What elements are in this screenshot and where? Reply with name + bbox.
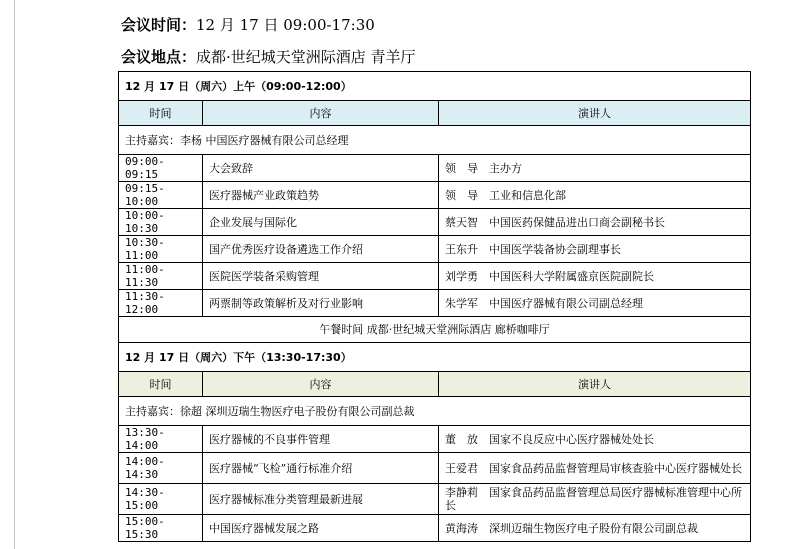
meeting-place-label: 会议地点： (121, 48, 197, 66)
morning-section-row (119, 72, 751, 101)
table-row (119, 453, 751, 484)
session-speaker: 董 放 国家不良反应中心医疗器械处处长 (439, 426, 751, 453)
header-content: 内容 (203, 101, 439, 126)
table-row (119, 155, 751, 182)
session-content: 国产优秀医疗设备遴选工作介绍 (203, 236, 439, 263)
session-time: 14:30-15:00 (119, 484, 203, 515)
session-content: 医疗器械“飞检”通行标准介绍 (203, 453, 439, 484)
meeting-time-label: 会议时间： (121, 16, 197, 34)
session-speaker: 领 导 工业和信息化部 (439, 182, 751, 209)
session-speaker: 领 导 主办方 (439, 155, 751, 182)
afternoon-section-title: 12 月 17 日（周六）下午（13:30-17:30） (119, 343, 751, 372)
table-row (119, 426, 751, 453)
meeting-time (121, 14, 375, 35)
session-content: 医疗器械的不良事件管理 (203, 426, 439, 453)
session-content: 医疗器械标准分类管理最新进展 (203, 484, 439, 515)
session-time: 15:00-15:30 (119, 515, 203, 542)
session-time: 14:00-14:30 (119, 453, 203, 484)
session-time: 11:00-11:30 (119, 263, 203, 290)
session-time: 10:00-10:30 (119, 209, 203, 236)
session-time: 11:30-12:00 (119, 290, 203, 317)
afternoon-section-row (119, 343, 751, 372)
header-time: 时间 (119, 372, 203, 397)
table-row (119, 236, 751, 263)
morning-section-title: 12 月 17 日（周六）上午（09:00-12:00） (119, 72, 751, 101)
afternoon-host-row (119, 397, 751, 426)
session-content: 大会致辞 (203, 155, 439, 182)
table-row (119, 263, 751, 290)
session-content: 两票制等政策解析及对行业影响 (203, 290, 439, 317)
table-row (119, 209, 751, 236)
table-row (119, 515, 751, 542)
table-row (119, 182, 751, 209)
meeting-place-value: 成都·世纪城天堂洲际酒店 青羊厅 (196, 48, 416, 66)
afternoon-host: 主持嘉宾：徐超 深圳迈瑞生物医疗电子股份有限公司副总裁 (119, 397, 751, 426)
header-speaker: 演讲人 (439, 372, 751, 397)
morning-host-row (119, 126, 751, 155)
lunch-info: 午餐时间 成都·世纪城天堂洲际酒店 廊桥咖啡厅 (119, 317, 751, 343)
schedule-table (118, 71, 751, 542)
header-time: 时间 (119, 101, 203, 126)
session-speaker: 李静莉 国家食品药品监督管理总局医疗器械标准管理中心所长 (439, 484, 751, 515)
session-content: 医院医学装备采购管理 (203, 263, 439, 290)
session-time: 13:30-14:00 (119, 426, 203, 453)
page-margin-line (14, 0, 15, 549)
lunch-row (119, 317, 751, 343)
session-speaker: 刘学勇 中国医科大学附属盛京医院副院长 (439, 263, 751, 290)
header-speaker: 演讲人 (439, 101, 751, 126)
session-content: 中国医疗器械发展之路 (203, 515, 439, 542)
session-content: 医疗器械产业政策趋势 (203, 182, 439, 209)
session-speaker: 王爱君 国家食品药品监督管理局审核查验中心医疗器械处长 (439, 453, 751, 484)
meeting-time-value: 12 月 17 日 09:00-17:30 (196, 16, 375, 34)
session-content: 企业发展与国际化 (203, 209, 439, 236)
table-row (119, 290, 751, 317)
session-speaker: 蔡天智 中国医药保健品进出口商会副秘书长 (439, 209, 751, 236)
meeting-place (121, 46, 416, 67)
afternoon-header-row (119, 372, 751, 397)
session-speaker: 王东升 中国医学装备协会副理事长 (439, 236, 751, 263)
session-time: 09:15-10:00 (119, 182, 203, 209)
session-speaker: 黄海涛 深圳迈瑞生物医疗电子股份有限公司副总裁 (439, 515, 751, 542)
morning-host: 主持嘉宾：李杨 中国医疗器械有限公司总经理 (119, 126, 751, 155)
session-speaker: 朱学军 中国医疗器械有限公司副总经理 (439, 290, 751, 317)
header-content: 内容 (203, 372, 439, 397)
session-time: 09:00-09:15 (119, 155, 203, 182)
session-time: 10:30-11:00 (119, 236, 203, 263)
table-row (119, 484, 751, 515)
morning-header-row (119, 101, 751, 126)
